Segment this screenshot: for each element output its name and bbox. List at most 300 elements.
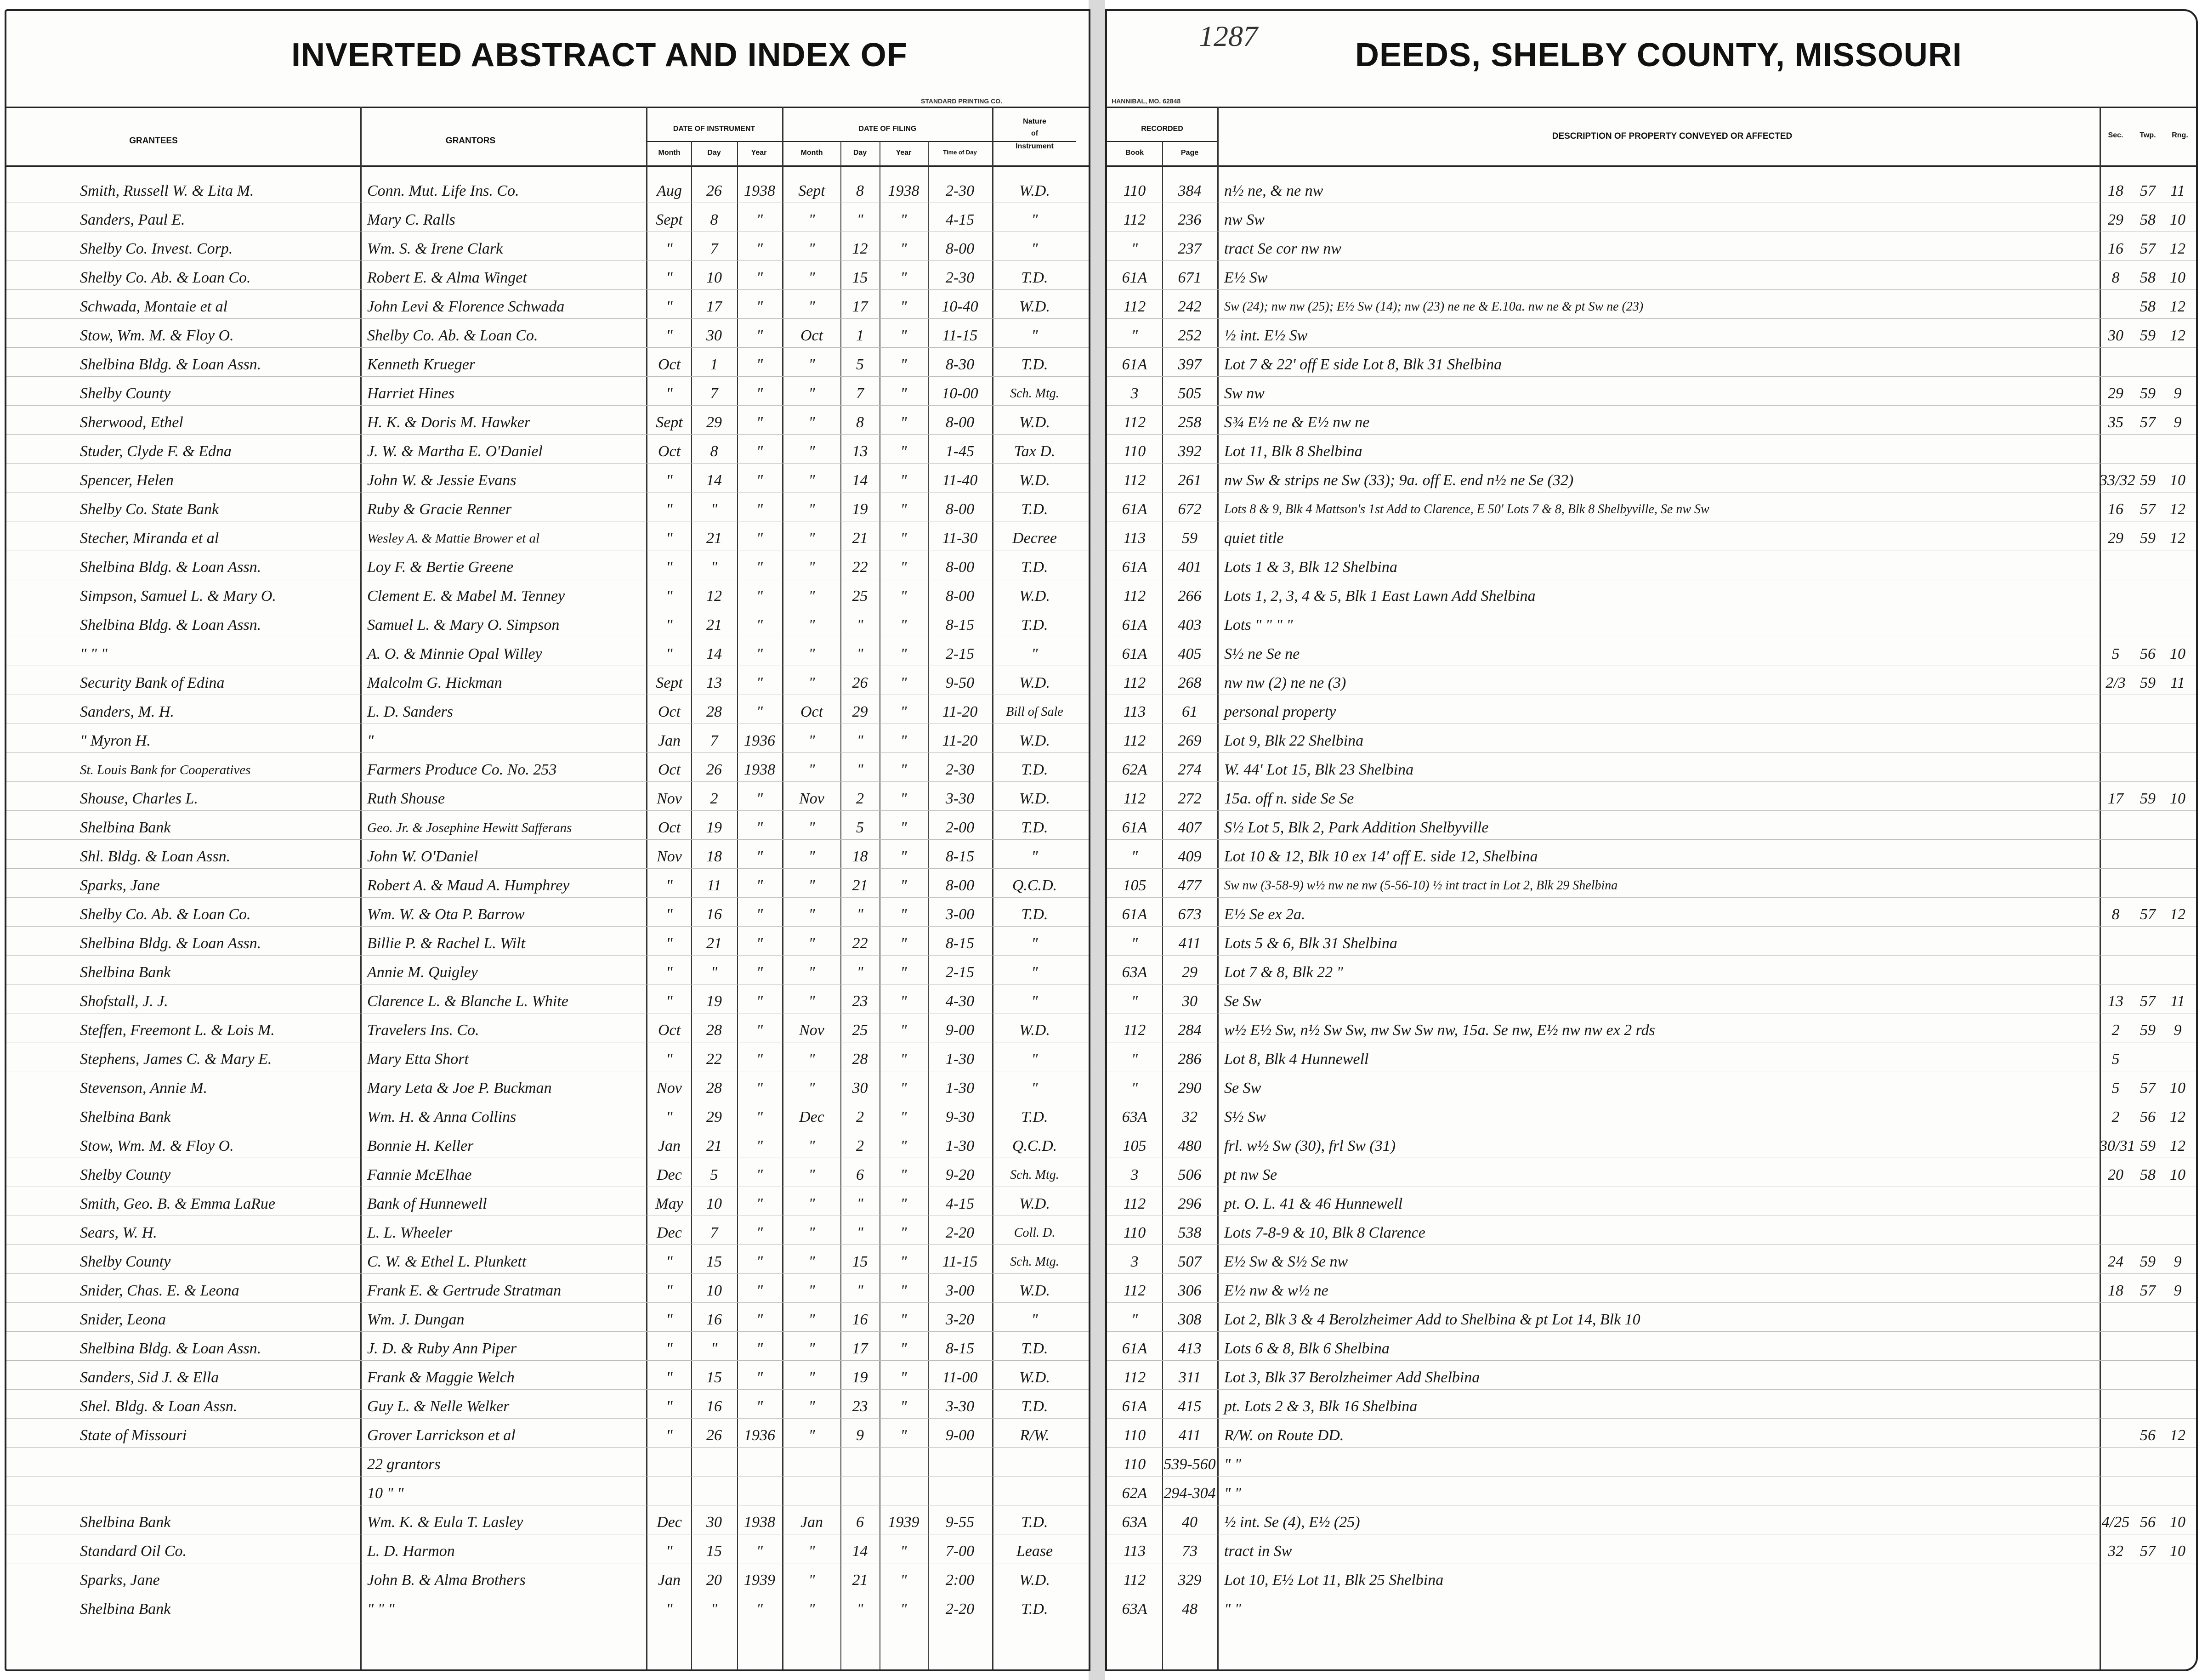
entry-book-cell: 63A	[1122, 1601, 1147, 1618]
entry-fday-cell: "	[857, 1601, 863, 1618]
entry-time-cell: 4-15	[945, 211, 975, 228]
entry-grantor-cell: J. D. & Ruby Ann Piper	[367, 1340, 517, 1357]
entry-time-cell: 8-15	[945, 1340, 975, 1357]
entry-twp-cell: 59	[2140, 674, 2156, 691]
entry-twp-cell: 59	[2140, 530, 2156, 547]
entry-iyear-cell: "	[756, 790, 763, 807]
entry-page-cell: 480	[1178, 1137, 1202, 1154]
row-rule	[1107, 839, 2196, 840]
entry-imonth-cell: "	[666, 964, 673, 981]
row-rule	[1107, 926, 2196, 927]
file-time-header: Time of Day	[943, 149, 977, 156]
entry-fmonth-cell: "	[808, 1051, 815, 1068]
entry-grantor-cell: Bonnie H. Keller	[367, 1137, 474, 1154]
entry-fyear-cell: "	[900, 269, 907, 286]
entry-desc-cell: Lot 9, Blk 22 Shelbina	[1224, 732, 1364, 749]
entry-time-cell: 9-50	[945, 674, 975, 691]
entry-time-cell: 8-00	[945, 240, 975, 257]
entry-time-cell: 4-15	[945, 1195, 975, 1212]
entry-iday-cell: 16	[706, 1398, 722, 1415]
entry-nature-cell: W.D.	[1019, 588, 1050, 605]
entry-iday-cell: 21	[706, 1137, 722, 1154]
entry-fmonth-cell: Nov	[799, 790, 824, 807]
entry-fday-cell: 5	[856, 819, 864, 836]
entry-fmonth-cell: "	[808, 559, 815, 576]
entry-book-cell: 112	[1123, 674, 1146, 691]
entry-iyear-cell: "	[756, 906, 763, 923]
entry-nature-cell: Bill of Sale	[1006, 705, 1063, 719]
entry-twp-cell: 59	[2140, 385, 2156, 402]
entry-nature-cell: Coll. D.	[1014, 1226, 1056, 1240]
entry-sec-cell: 24	[2108, 1253, 2123, 1270]
entry-book-cell: 61A	[1122, 1340, 1147, 1357]
entry-time-cell: 11-15	[942, 327, 978, 344]
entry-twp-cell: 59	[2140, 472, 2156, 489]
row-rule	[6, 434, 1089, 435]
entry-book-cell: 110	[1123, 1427, 1146, 1444]
entry-grantor-cell: Wesley A. & Mattie Brower et al	[367, 531, 540, 546]
entry-fyear-cell: "	[900, 993, 907, 1010]
entry-fmonth-cell: "	[808, 385, 815, 402]
entry-grantor-cell: Clement E. & Mabel M. Tenney	[367, 588, 565, 605]
entry-iyear-cell: "	[756, 1253, 763, 1270]
entry-desc-cell: Lots 8 & 9, Blk 4 Mattson's 1st Add to Clarence, E 50' Lots 7 & 8, Blk 8 Shelbyville, Se nw Sw	[1224, 502, 1709, 516]
entry-imonth-cell: "	[666, 1051, 673, 1068]
row-rule	[1107, 347, 2196, 348]
entry-fmonth-cell: "	[808, 356, 815, 373]
entry-nature-cell: T.D.	[1021, 1340, 1048, 1357]
entry-fmonth-cell: "	[808, 1398, 815, 1415]
row-rule	[1107, 434, 2196, 435]
entry-imonth-cell: Jan	[658, 1137, 681, 1154]
entry-time-cell: 9-55	[945, 1514, 975, 1531]
entry-fyear-cell: "	[900, 501, 907, 518]
entry-page-cell: 32	[1182, 1109, 1197, 1126]
entry-time-cell: 7-00	[945, 1543, 975, 1560]
entry-fyear-cell: "	[900, 356, 907, 373]
entry-page-cell: 286	[1178, 1051, 1202, 1068]
entry-fmonth-cell: "	[808, 1572, 815, 1589]
entry-desc-cell: pt nw Se	[1224, 1166, 1277, 1183]
entry-grantor-cell: Mary Etta Short	[367, 1051, 469, 1068]
entry-twp-cell: 57	[2140, 906, 2156, 923]
entry-fyear-cell: "	[900, 674, 907, 691]
entry-desc-cell: R/W. on Route DD.	[1224, 1427, 1344, 1444]
row-rule	[1107, 318, 2196, 319]
entry-rng-cell: 11	[2170, 993, 2185, 1010]
entry-sec-cell: 30	[2108, 327, 2123, 344]
entry-fday-cell: 22	[852, 559, 868, 576]
entry-iday-cell: 7	[710, 240, 718, 257]
entry-page-cell: 384	[1178, 182, 1202, 199]
entry-grantor-cell: Shelby Co. Ab. & Loan Co.	[367, 327, 538, 344]
entry-book-cell: 61A	[1122, 819, 1147, 836]
entry-fday-cell: 9	[856, 1427, 864, 1444]
entry-fday-cell: 18	[852, 848, 868, 865]
entry-fyear-cell: "	[900, 1572, 907, 1589]
entry-fmonth-cell: "	[808, 645, 815, 662]
row-rule	[1107, 376, 2196, 377]
entry-grantor-cell: Farmers Produce Co. No. 253	[367, 761, 557, 778]
entry-grantee-cell: Shelby Co. Ab. & Loan Co.	[80, 269, 251, 286]
entry-fmonth-cell: "	[808, 443, 815, 460]
entry-fmonth-cell: "	[808, 501, 815, 518]
entry-desc-cell: frl. w½ Sw (30), frl Sw (31)	[1224, 1137, 1396, 1154]
entry-fmonth-cell: "	[808, 1195, 815, 1212]
row-rule	[6, 839, 1089, 840]
entry-desc-cell: Lots 1, 2, 3, 4 & 5, Blk 1 East Lawn Add Shelbina	[1224, 588, 1536, 605]
entry-book-cell: 113	[1123, 530, 1146, 547]
entry-nature-cell: W.D.	[1019, 414, 1050, 431]
entry-imonth-cell: "	[666, 269, 673, 286]
entry-fday-cell: 21	[852, 530, 868, 547]
entry-iday-cell: 29	[706, 1109, 722, 1126]
entry-rng-cell: 11	[2170, 674, 2185, 691]
entry-book-cell: 110	[1123, 443, 1146, 460]
entry-page-cell: 538	[1178, 1224, 1202, 1241]
entry-iyear-cell: "	[756, 819, 763, 836]
entry-iday-cell: 22	[706, 1051, 722, 1068]
entry-grantor-cell: "	[367, 732, 374, 749]
entry-nature-cell: W.D.	[1019, 1195, 1050, 1212]
entry-nature-cell: W.D.	[1019, 674, 1050, 691]
entry-iday-cell: 19	[706, 993, 722, 1010]
entry-iyear-cell: 1939	[744, 1572, 775, 1589]
entry-sec-cell: 2/3	[2106, 674, 2126, 691]
entry-book-cell: 61A	[1122, 617, 1147, 634]
entry-imonth-cell: "	[666, 298, 673, 315]
entry-fday-cell: "	[857, 732, 863, 749]
entry-imonth-cell: "	[666, 240, 673, 257]
entry-fyear-cell: "	[900, 645, 907, 662]
entry-iday-cell: 12	[706, 588, 722, 605]
entry-grantor-cell: Annie M. Quigley	[367, 964, 478, 981]
entry-fmonth-cell: "	[808, 819, 815, 836]
entry-fyear-cell: "	[900, 906, 907, 923]
entry-nature-cell: T.D.	[1021, 1398, 1048, 1415]
entry-book-cell: 61A	[1122, 559, 1147, 576]
entry-desc-cell: tract Se cor nw nw	[1224, 240, 1341, 257]
entry-time-cell: 3-00	[945, 906, 975, 923]
entry-desc-cell: Lots 7-8-9 & 10, Blk 8 Clarence	[1224, 1224, 1425, 1241]
entry-iday-cell: 20	[706, 1572, 722, 1589]
entry-fmonth-cell: "	[808, 414, 815, 431]
entry-nature-cell: W.D.	[1019, 1022, 1050, 1039]
entry-nature-cell: "	[1031, 645, 1038, 662]
entry-iday-cell: 28	[706, 1080, 722, 1097]
entry-iday-cell: 2	[710, 790, 718, 807]
entry-rng-cell: 11	[2170, 182, 2185, 199]
entry-sec-cell: 8	[2111, 906, 2120, 923]
entry-sec-cell: 29	[2108, 211, 2123, 228]
entry-rng-cell: 10	[2170, 1514, 2185, 1531]
entry-nature-cell: Sch. Mtg.	[1010, 386, 1059, 401]
file-month-header: Month	[800, 149, 823, 157]
entry-nature-cell: "	[1031, 964, 1038, 981]
entry-nature-cell: "	[1031, 848, 1038, 865]
entry-rng-cell: 10	[2170, 1080, 2185, 1097]
entry-iday-cell: 10	[706, 1195, 722, 1212]
entry-grantee-cell: Studer, Clyde F. & Edna	[80, 443, 232, 460]
entry-page-cell: 405	[1178, 645, 1202, 662]
row-rule	[6, 926, 1089, 927]
entry-iyear-cell: "	[756, 1224, 763, 1241]
entry-fyear-cell: "	[900, 443, 907, 460]
entry-nature-cell: W.D.	[1019, 790, 1050, 807]
entry-iyear-cell: "	[756, 1311, 763, 1328]
entry-time-cell: 11-20	[942, 732, 978, 749]
entry-twp-cell: 56	[2140, 1514, 2156, 1531]
entry-time-cell: 8-00	[945, 501, 975, 518]
entry-desc-cell: Se Sw	[1224, 1080, 1261, 1097]
entry-desc-cell: nw nw (2) ne ne (3)	[1224, 674, 1346, 691]
entry-grantor-cell: Wm. J. Dungan	[367, 1311, 465, 1328]
entry-grantor-cell: " " "	[367, 1601, 395, 1618]
entry-imonth-cell: Oct	[658, 1022, 681, 1039]
entry-book-cell: 61A	[1122, 356, 1147, 373]
row-rule	[1107, 289, 2196, 290]
row-rule	[6, 1389, 1089, 1390]
entry-iyear-cell: "	[756, 327, 763, 344]
entry-imonth-cell: "	[666, 1369, 673, 1386]
entry-imonth-cell: Dec	[657, 1514, 682, 1531]
entry-grantee-cell: Shelbina Bank	[80, 964, 171, 981]
entry-grantee-cell: Shouse, Charles L.	[80, 790, 198, 807]
entry-desc-cell: S½ Lot 5, Blk 2, Park Addition Shelbyville	[1224, 819, 1489, 836]
row-rule	[1107, 1389, 2196, 1390]
entry-imonth-cell: "	[666, 617, 673, 634]
entry-time-cell: 3-00	[945, 1282, 975, 1299]
entry-sec-cell: 30/31	[2100, 1137, 2135, 1154]
entry-desc-cell: Sw nw (3-58-9) w½ nw ne nw (5-56-10) ½ int tract in Lot 2, Blk 29 Shelbina	[1224, 878, 1618, 893]
entry-imonth-cell: Nov	[657, 790, 682, 807]
entry-fyear-cell: "	[900, 1195, 907, 1212]
entry-book-cell: 63A	[1122, 1514, 1147, 1531]
entry-nature-cell: T.D.	[1021, 1601, 1048, 1618]
entry-rng-cell: 10	[2170, 269, 2185, 286]
entry-grantee-cell: Shofstall, J. J.	[80, 993, 168, 1010]
entry-time-cell: 8-00	[945, 414, 975, 431]
entry-imonth-cell: Jan	[658, 1572, 681, 1589]
entry-page-cell: 671	[1178, 269, 1202, 286]
printer-imprint: HANNIBAL, MO. 62848	[1112, 97, 1181, 105]
date-instrument-header: DATE OF INSTRUMENT	[673, 125, 755, 133]
entry-iday-cell: 16	[706, 906, 722, 923]
entry-iday-cell: 16	[706, 1311, 722, 1328]
row-rule	[6, 1360, 1089, 1361]
entry-imonth-cell: "	[666, 906, 673, 923]
entry-iday-cell: "	[710, 559, 718, 576]
entry-page-cell: 401	[1178, 559, 1202, 576]
entry-fday-cell: 2	[856, 1109, 864, 1126]
entry-fmonth-cell: "	[808, 935, 815, 952]
entry-page-cell: 403	[1178, 617, 1202, 634]
entry-book-cell: 113	[1123, 703, 1146, 720]
entry-iyear-cell: "	[756, 645, 763, 662]
entry-nature-cell: W.D.	[1019, 1369, 1050, 1386]
entry-imonth-cell: "	[666, 1311, 673, 1328]
entry-grantee-cell: Shelbina Bldg. & Loan Assn.	[80, 1340, 261, 1357]
entry-iday-cell: 15	[706, 1253, 722, 1270]
row-rule	[1107, 405, 2196, 406]
entry-book-cell: 112	[1123, 1022, 1146, 1039]
entry-nature-cell: T.D.	[1021, 1514, 1048, 1531]
entry-imonth-cell: "	[666, 588, 673, 605]
entry-fyear-cell: "	[900, 819, 907, 836]
entry-iday-cell: 30	[706, 1514, 722, 1531]
entry-book-cell: "	[1131, 935, 1138, 952]
entry-grantee-cell: Steffen, Freemont L. & Lois M.	[80, 1022, 275, 1039]
entry-rng-cell: 12	[2170, 906, 2185, 923]
entry-iday-cell: 28	[706, 1022, 722, 1039]
entry-grantee-cell: Smith, Russell W. & Lita M.	[80, 182, 254, 199]
entry-fmonth-cell: "	[808, 617, 815, 634]
entry-fyear-cell: "	[900, 1282, 907, 1299]
entry-rng-cell: 12	[2170, 240, 2185, 257]
entry-desc-cell: Lots " " " "	[1224, 617, 1293, 634]
entry-page-cell: 290	[1178, 1080, 1202, 1097]
entry-grantor-cell: Billie P. & Rachel L. Wilt	[367, 935, 526, 952]
entry-fmonth-cell: "	[808, 269, 815, 286]
entry-book-cell: 63A	[1122, 964, 1147, 981]
entry-page-cell: 411	[1178, 1427, 1201, 1444]
entry-imonth-cell: "	[666, 993, 673, 1010]
entry-page-cell: 477	[1178, 877, 1202, 894]
entry-iyear-cell: "	[756, 617, 763, 634]
entry-desc-cell: ½ int. E½ Sw	[1224, 327, 1308, 344]
entry-fday-cell: 17	[852, 298, 868, 315]
entry-desc-cell: tract in Sw	[1224, 1543, 1292, 1560]
entry-nature-cell: "	[1031, 1051, 1038, 1068]
entry-sec-cell: 18	[2108, 182, 2123, 199]
entry-imonth-cell: Jan	[658, 732, 681, 749]
entry-page-cell: 266	[1178, 588, 1202, 605]
entry-imonth-cell: Sept	[656, 211, 683, 228]
entry-grantor-cell: Mary Leta & Joe P. Buckman	[367, 1080, 552, 1097]
entry-nature-cell: T.D.	[1021, 559, 1048, 576]
entry-grantor-cell: Loy F. & Bertie Greene	[367, 559, 514, 576]
entry-book-cell: 112	[1123, 1369, 1146, 1386]
entry-grantee-cell: Spencer, Helen	[80, 472, 174, 489]
row-rule	[6, 781, 1089, 782]
entry-nature-cell: "	[1031, 327, 1038, 344]
row-rule	[1107, 897, 2196, 898]
entry-nature-cell: T.D.	[1021, 617, 1048, 634]
entry-desc-cell: S¾ E½ ne & E½ nw ne	[1224, 414, 1370, 431]
entry-grantor-cell: Bank of Hunnewell	[367, 1195, 487, 1212]
entry-imonth-cell: Sept	[656, 674, 683, 691]
entry-nature-cell: "	[1031, 1080, 1038, 1097]
entry-grantee-cell: Shelby County	[80, 1253, 171, 1270]
entry-iyear-cell: "	[756, 298, 763, 315]
entry-nature-cell: W.D.	[1019, 182, 1050, 199]
entry-iyear-cell: "	[756, 1369, 763, 1386]
entry-iyear-cell: "	[756, 385, 763, 402]
entry-twp-cell: 57	[2140, 993, 2156, 1010]
entry-iyear-cell: "	[756, 1282, 763, 1299]
entry-book-cell: 110	[1123, 182, 1146, 199]
entry-fyear-cell: "	[900, 1369, 907, 1386]
entry-fday-cell: 19	[852, 501, 868, 518]
entry-nature-cell: Sch. Mtg.	[1010, 1168, 1059, 1182]
entry-nature-cell: R/W.	[1020, 1427, 1050, 1444]
entry-sec-cell: 29	[2108, 530, 2123, 547]
entry-fday-cell: 6	[856, 1166, 864, 1183]
entry-book-cell: 3	[1130, 385, 1139, 402]
entry-grantee-cell: Shelby County	[80, 385, 171, 402]
date-filing-header: DATE OF FILING	[858, 125, 917, 133]
entry-time-cell: 2-30	[945, 182, 975, 199]
entry-iday-cell: 14	[706, 645, 722, 662]
entry-imonth-cell: Oct	[658, 819, 681, 836]
rng-header: Rng.	[2172, 131, 2188, 139]
entry-nature-cell: W.D.	[1019, 472, 1050, 489]
entry-fmonth-cell: "	[808, 588, 815, 605]
entry-nature-cell: Tax D.	[1014, 443, 1056, 460]
entry-imonth-cell: "	[666, 645, 673, 662]
entry-iday-cell: "	[710, 1340, 718, 1357]
entry-grantee-cell: Shelbina Bldg. & Loan Assn.	[80, 935, 261, 952]
entry-time-cell: 2-20	[945, 1224, 975, 1241]
entry-fyear-cell: "	[900, 935, 907, 952]
entry-time-cell: 11-40	[942, 472, 978, 489]
entry-time-cell: 2:00	[945, 1572, 975, 1589]
entry-desc-cell: Lots 5 & 6, Blk 31 Shelbina	[1224, 935, 1397, 952]
entry-sec-cell: 2	[2111, 1109, 2120, 1126]
entry-imonth-cell: Sept	[656, 414, 683, 431]
entry-rng-cell: 10	[2170, 472, 2185, 489]
entry-fday-cell: 23	[852, 993, 868, 1010]
entry-page-cell: 673	[1178, 906, 1202, 923]
entry-page-cell: 411	[1178, 935, 1201, 952]
entry-desc-cell: " "	[1224, 1601, 1242, 1618]
entry-grantee-cell: Security Bank of Edina	[80, 674, 225, 691]
entry-nature-cell: T.D.	[1021, 761, 1048, 778]
page-number: 1287	[1199, 20, 1258, 52]
entry-nature-cell: Decree	[1012, 530, 1057, 547]
entry-grantee-cell: Shel. Bldg. & Loan Assn.	[80, 1398, 238, 1415]
entry-imonth-cell: May	[655, 1195, 683, 1212]
entry-fday-cell: 8	[856, 182, 864, 199]
entry-desc-cell: n½ ne, & ne nw	[1224, 182, 1323, 199]
entry-iyear-cell: "	[756, 443, 763, 460]
entry-desc-cell: Lot 7 & 8, Blk 22 "	[1224, 964, 1343, 981]
entry-fyear-cell: "	[900, 1311, 907, 1328]
entry-nature-cell: T.D.	[1021, 356, 1048, 373]
entry-grantor-cell: Ruth Shouse	[367, 790, 445, 807]
entry-time-cell: 2-30	[945, 761, 975, 778]
entry-time-cell: 11-30	[942, 530, 978, 547]
entry-grantee-cell: State of Missouri	[80, 1427, 187, 1444]
twp-header: Twp.	[2140, 131, 2156, 139]
left-entries	[6, 11, 1089, 1669]
entry-iyear-cell: "	[756, 703, 763, 720]
entry-fmonth-cell: "	[808, 1601, 815, 1618]
entry-fday-cell: 21	[852, 877, 868, 894]
entry-iyear-cell: "	[756, 1543, 763, 1560]
row-rule	[6, 318, 1089, 319]
entry-iyear-cell: 1938	[744, 182, 775, 199]
inst-year-header: Year	[751, 149, 767, 157]
entry-grantor-cell: H. K. & Doris M. Hawker	[367, 414, 531, 431]
entry-sec-cell: 17	[2108, 790, 2123, 807]
entry-page-cell: 40	[1182, 1514, 1197, 1531]
entry-fyear-cell: "	[900, 790, 907, 807]
entry-sec-cell: 20	[2108, 1166, 2123, 1183]
entry-iday-cell: 7	[710, 385, 718, 402]
entry-book-cell: 113	[1123, 1543, 1146, 1560]
entry-fday-cell: 13	[852, 443, 868, 460]
